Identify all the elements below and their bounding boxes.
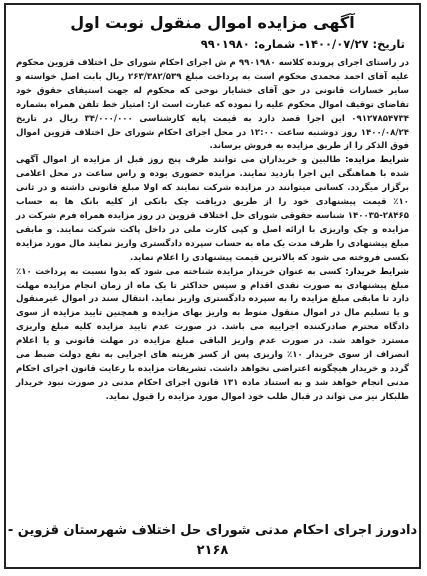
conditions-paragraph — [16, 154, 409, 265]
conditions-label: شرایط مزایده: — [345, 155, 409, 166]
buyer-text: کسی به عنوان خریدار مزایده شناخته می شود که بدوا نسبت به پرداخت ۱۰٪ مبلغ پیشنهادی به صورت نقدی اقدام و سپس حداکثر تا یک ماه از زمان انجام مزایده مهلت دارد تا مابقی مبلغ مزایده را به سپرده دادگستری واریز نماید. انتقال سند در اموال غیرمنقول و یا تسلیم مال در اموال منقول منوط به واریز بهای مزایده و همچنین تایید مزایده از سوی دادگاه محترم صادرکننده اجراییه می باشد. در صورت عدم تایید مزایده کلیه مبلغ واریزی مسترد خواهد شد. در صورت عدم واریز الباقی مبلغ مزایده در مهلت قانونی و یا اعلام انصراف از سوی خریدار ۱۰٪ واریزی پس از کسر هزینه های اجرایی به نفع دولت ضبط می گردد و خریدار هیچگونه اعتراضی نخواهد داشت. تشریفات مزایده با رعایت قانون اجرای احکام مدنی انجام خواهد شد و به استناد ماده ۱۳۱ قانون اجرای احکام مدنی در صورت نبود خریدار طلبکار نیز می تواند در قبال طلب خود اموال مورد مزایده را قبول نماید. — [16, 266, 409, 402]
buyer-label: شرایط خریدار: — [345, 266, 409, 277]
intro-paragraph: در راستای اجرای پرونده کلاسه ۹۹۰۱۹۸۰ م ش اجرای احکام شورای حل اختلاف قزوین محکوم علیه آقای احمد محمدی محکوم است به پرداخت مبلغ ۲۶۳/۳۸۲/۵۳۹ ریال بابت اصل خواسته و سایر خسارات قانونی در حق آقای خشایار نوحی که محکوم له جهت استیفای حقوق خود تقاضای توقیف اموال محکوم علیه را نموده که عبارت است از: امتیاز خط تلفن همراه بشماره ۰۹۱۲۷۸۵۴۷۳۴ این اجرا قصد دارد به قیمت پایه کارشناسی ۳۴/۰۰۰/۰۰۰ ریال در تاریخ ۱۴۰۰/۰۸/۲۴ روز دوشنبه ساعت ۱۲:۰۰ در محل اجرای احکام شورای حل اختلاف قزوین اموال فوق الذکر را از طریق مزایده به فروش برساند. — [16, 58, 410, 152]
auction-notice — [4, 3, 421, 569]
conditions-text: طالبین و خریداران می توانند ظرف پنج روز قبل از مزایده از اموال آگهی شده با هماهنگی این اجرا بازدید نمایند. مزایده حضوری بوده و راس ساعت در محل اعلامی برگزار میگردد. کسانی میتوانند در مزایده شرکت نمایند که اولا مبلغ قانونی داشته و در ثانی ۱۰٪ قیمت پیشنهادی خود را از طریق دریافت چک بانکی از کلیه بانک ها به حساب ۲۸۴۶۵-۱۴۰۰۳۵ شناسه حقوقی شورای حل اختلاف قزوین در روز مزایده همراه فرم شرکت در مزایده و چک واریزی با ارائه اصل و کپی کارت ملی در داخل پاکت شرکت نمایند. و مابقی مبلغ پیشنهادی را ظرف مدت یک ماه به حساب سپرده دادگستری واریز نمایند مال مورد مزایده بکسی فروخته می شود که بالاترین قیمت پیشنهادی را اعلام نماید. — [16, 155, 409, 263]
buyer-paragraph — [16, 266, 409, 405]
notice-title: آگهی مزایده اموال منقول نوبت اول — [70, 13, 355, 32]
notice-body — [6, 53, 419, 405]
notice-date-number: تاریخ: ۱۴۰۰/۰۷/۲۷- شماره: ۹۹۰۱۹۸۰ — [200, 37, 405, 51]
notice-signature: دادورز اجرای احکام مدنی شورای حل اختلاف شهرستان قزوین - ۲۱۶۸ — [7, 523, 418, 558]
